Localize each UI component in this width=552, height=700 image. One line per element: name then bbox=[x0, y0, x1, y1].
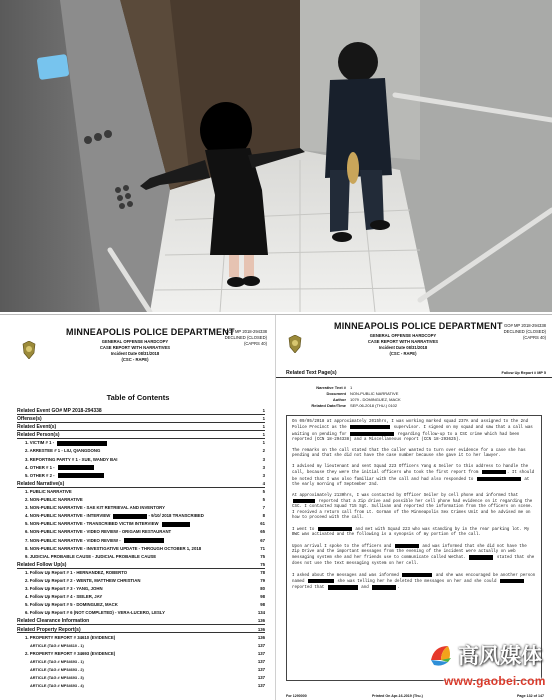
toc-page-number: 137 bbox=[257, 642, 265, 648]
toc-label: 3. Follow Up Report # 3 - YANG, JOHN bbox=[25, 586, 103, 592]
toc-page-number: 3 bbox=[262, 472, 265, 478]
redaction-bar bbox=[328, 585, 358, 589]
toc-page-number: 2 bbox=[262, 448, 265, 454]
header-meta-line: (CAPRS 40) bbox=[243, 341, 267, 346]
redaction-bar bbox=[500, 579, 524, 583]
toc-page-number: 1 bbox=[262, 408, 265, 413]
toc-row bbox=[17, 577, 265, 585]
toc-row bbox=[17, 528, 265, 536]
toc-row bbox=[17, 553, 265, 561]
toc-row bbox=[17, 650, 265, 658]
toc-label: 3. NON-PUBLIC NARRATIVE - SAE KIT RETRIEVAL AND INVENTORY bbox=[25, 505, 165, 511]
header-line: Incident Date 08/31/2018 bbox=[110, 351, 160, 356]
toc-row bbox=[17, 626, 265, 634]
narrative-meta-key: Related Date/Time bbox=[311, 403, 346, 408]
header-meta-line: DECLINED (CLOSED) bbox=[503, 329, 546, 334]
toc-row bbox=[17, 472, 265, 480]
toc-page-number: 4 bbox=[262, 480, 265, 486]
toc-row bbox=[17, 431, 265, 439]
header-line: CASE REPORT WITH NARRATIVES bbox=[367, 339, 439, 344]
toc-row bbox=[17, 520, 265, 528]
toc-row bbox=[17, 682, 265, 690]
toc-title: Table of Contents bbox=[106, 393, 170, 402]
redaction-bar bbox=[350, 425, 390, 429]
toc-row bbox=[17, 593, 265, 601]
toc-row bbox=[17, 585, 265, 593]
toc-row bbox=[17, 415, 265, 423]
toc-page-number: 61 bbox=[260, 521, 265, 527]
toc-row bbox=[17, 447, 265, 455]
header-line: GENERAL OFFENSE HARDCOPY bbox=[369, 333, 437, 338]
toc-page-number: 80 bbox=[260, 586, 265, 592]
narrative-meta-value: 1 bbox=[350, 385, 353, 390]
toc-page-number: 75 bbox=[260, 561, 265, 567]
toc-row bbox=[17, 537, 265, 545]
redaction-bar bbox=[293, 499, 315, 503]
gaobei-logo-icon bbox=[428, 642, 454, 668]
follow-up-label: Follow Up Report # MP 5 bbox=[501, 371, 546, 375]
toc-page-number: 1 bbox=[262, 440, 265, 446]
toc-list bbox=[17, 407, 265, 690]
redaction-bar bbox=[58, 465, 94, 470]
department-title: MINNEAPOLIS POLICE DEPARTMENT bbox=[334, 321, 503, 331]
toc-page-number: 1 bbox=[262, 416, 265, 422]
toc-row bbox=[17, 456, 265, 464]
header-line: CASE REPORT WITH NARRATIVES bbox=[99, 345, 171, 350]
toc-row bbox=[17, 569, 265, 577]
toc-page bbox=[0, 315, 276, 700]
footer-right: Page 132 of 147 bbox=[517, 694, 544, 698]
elevator-cctv-photo bbox=[0, 0, 552, 312]
toc-row bbox=[17, 601, 265, 609]
toc-page-number: 98 bbox=[260, 602, 265, 608]
redaction-bar bbox=[58, 473, 104, 478]
toc-row bbox=[17, 666, 265, 674]
toc-label: 4. NON-PUBLIC NARRATIVE - INTERVIEW - 9/10/ 2018 TRANSCRIBED bbox=[25, 513, 204, 519]
toc-label: 1. VICTIM # 1 - bbox=[25, 439, 107, 447]
toc-row bbox=[17, 504, 265, 512]
toc-label: Related Follow Up(s) bbox=[17, 561, 67, 568]
toc-page-number: 3 bbox=[262, 464, 265, 470]
toc-label: ARTICLE (TAG # MP34693 - 1) bbox=[30, 659, 84, 664]
toc-label: 5. Follow Up Report # 5 - DOMINGUEZ, MACK bbox=[25, 602, 118, 608]
toc-row bbox=[17, 407, 265, 415]
toc-label: 2. NON-PUBLIC NARRATIVE bbox=[25, 497, 83, 503]
header-line: Incident Date 08/31/2018 bbox=[378, 345, 428, 350]
header-meta-line: DECLINED (CLOSED) bbox=[224, 335, 267, 340]
toc-page-number: 137 bbox=[257, 675, 265, 681]
toc-page-number: 98 bbox=[260, 594, 265, 600]
narrative-meta-key: Narrative Text # bbox=[316, 385, 346, 390]
narrative-paragraph: On 09/05/2018 at approximately 2015hrs, I was working marked squad 237A and assigned to the 2nd Police Precinct as the supervisor. I signed on my squad and saw that a call was waiting on pending for regarding follow-up to a CSC crime which had been reported (CCN 18-294338) and a Miscellaneous report (CCN 18-293625). bbox=[292, 420, 533, 443]
narrative-meta-key: Author bbox=[332, 397, 346, 402]
toc-label: 6. Follow Up Report # 6 (NOT COMPLETED) - VERA-LUCERO, LESLY bbox=[25, 610, 165, 616]
toc-row bbox=[17, 658, 265, 666]
toc-label: ARTICLE (TAG # MP34693 - 4) bbox=[30, 684, 84, 689]
header-line: GENERAL OFFENSE HARDCOPY bbox=[101, 339, 169, 344]
toc-page-number: 136 bbox=[257, 618, 265, 624]
toc-page-number: 71 bbox=[260, 545, 265, 551]
redaction-bar bbox=[124, 538, 164, 543]
toc-label: 9. JUDICIAL PROBABLE CAUSE - JUDICIAL PROBABLE CAUSE bbox=[25, 553, 157, 559]
police-badge-icon bbox=[288, 335, 302, 353]
redaction-bar bbox=[469, 555, 493, 559]
toc-label: Related Property Report(s) bbox=[17, 626, 81, 633]
related-text-heading bbox=[276, 369, 552, 378]
elevator-cctv-image bbox=[0, 0, 552, 312]
toc-page-number: 79 bbox=[260, 577, 265, 583]
toc-page-number: 136 bbox=[257, 634, 265, 640]
toc-label: Related Narrative(s) bbox=[17, 480, 65, 487]
toc-page-number: 5 bbox=[262, 488, 265, 494]
toc-label: Related Person(s) bbox=[17, 432, 60, 439]
toc-label: 2. PROPERTY REPORT # 34693 (EVIDENCE) bbox=[25, 650, 116, 656]
toc-page-number: 137 bbox=[257, 667, 265, 672]
redaction-bar bbox=[477, 477, 521, 481]
toc-page-number: 3 bbox=[262, 456, 265, 462]
toc-label: 7. NON-PUBLIC NARRATIVE - VIDEO REVIEW - bbox=[25, 537, 164, 545]
toc-page-number: 7 bbox=[262, 505, 265, 511]
toc-label: 5. OTHER # 2 - bbox=[25, 472, 104, 480]
toc-row bbox=[17, 609, 265, 617]
toc-label: 5. NON-PUBLIC NARRATIVE - TRANSCRIBED VICTIM INTERVIEW bbox=[25, 520, 190, 528]
toc-row bbox=[17, 642, 265, 650]
toc-row bbox=[17, 674, 265, 682]
toc-page-number: 75 bbox=[260, 553, 265, 559]
toc-label: Related Clearance Information bbox=[17, 618, 90, 625]
toc-row bbox=[17, 512, 265, 520]
toc-row bbox=[17, 439, 265, 447]
department-title: MINNEAPOLIS POLICE DEPARTMENT bbox=[66, 327, 235, 337]
toc-label: Offense(s) bbox=[17, 416, 42, 423]
narrative-meta-value: SEP-06-2018 (THU.) 0102 bbox=[350, 403, 398, 408]
toc-page-number: 137 bbox=[257, 683, 265, 689]
redaction-bar bbox=[308, 579, 334, 583]
redaction-bar bbox=[318, 527, 352, 531]
redaction-bar bbox=[482, 470, 506, 474]
toc-label: 4. OTHER # 1 - bbox=[25, 464, 94, 472]
narrative-paragraph: I advised my lieutenant and sent Squad 223 Officers Yang & Seiler to this address to handle the call, because they were the initial officers who took the first report from . It should be noted that I was also familiar with the call and had also responded to at the early morning of September 2nd. bbox=[292, 464, 535, 488]
watermark-title: 高风媒体 bbox=[458, 644, 542, 668]
redaction-bar bbox=[402, 573, 432, 577]
toc-label: 1. PUBLIC NARRATIVE bbox=[25, 488, 72, 494]
toc-row bbox=[17, 480, 265, 488]
toc-label: ARTICLE (TAG # MP34693 - 3) bbox=[30, 676, 84, 681]
toc-row bbox=[17, 423, 265, 431]
redaction-bar bbox=[162, 522, 190, 527]
toc-page-number: 137 bbox=[257, 650, 265, 656]
redaction-bar bbox=[350, 432, 394, 436]
toc-label: 2. ARRESTEE # 1 - LIU, QIANGDONG bbox=[25, 448, 101, 454]
toc-page-number: 5 bbox=[262, 497, 265, 503]
toc-row bbox=[17, 617, 265, 625]
narrative-meta-key: Document bbox=[326, 391, 346, 396]
toc-label: 8. NON-PUBLIC NARRATIVE - INVESTIGATIVE UPDATE - THROUGH OCTOBER 1, 2018 bbox=[25, 545, 202, 551]
toc-row bbox=[17, 634, 265, 642]
toc-page-number: 137 bbox=[257, 658, 265, 664]
narrative-meta bbox=[286, 385, 401, 409]
header-line: (CSC - RAPE) bbox=[389, 351, 417, 356]
redaction-bar bbox=[395, 544, 419, 548]
toc-row bbox=[17, 496, 265, 504]
narrative-meta-value: 1079 - DOMINGUEZ, MACK bbox=[350, 397, 401, 402]
toc-page-number: 1 bbox=[262, 432, 265, 438]
header-meta-line: (CAPRS 40) bbox=[522, 335, 546, 340]
toc-label: 6. NON-PUBLIC NARRATIVE - VIDEO REVIEW - ORIGAMI RESTAURANT bbox=[25, 529, 172, 535]
toc-row bbox=[17, 488, 265, 496]
toc-label: Related Event(s) bbox=[17, 424, 57, 431]
redaction-bar bbox=[57, 441, 107, 446]
narrative-paragraph: The remarks on the call stated that the caller wanted to turn over evidence for a case she has pending and that she did not have the case number because she gave it to her lawyer. bbox=[292, 448, 526, 459]
toc-page-number: 65 bbox=[260, 529, 265, 535]
header-meta-line: GO# MP 2018-294338 bbox=[503, 323, 546, 328]
narrative-meta-value: NON-PUBLIC NARRATIVE bbox=[350, 391, 399, 396]
toc-label: ARTICLE (TAG # MP34610 - 1) bbox=[30, 643, 84, 648]
toc-row bbox=[17, 561, 265, 569]
narrative-meta-row bbox=[286, 403, 401, 409]
footer-center: Printed On Apr-16-2019 (Thu.) bbox=[372, 694, 423, 698]
footer-left: For 1290000 bbox=[286, 694, 307, 698]
header-line: (CSC - RAPE) bbox=[121, 357, 149, 362]
toc-row bbox=[17, 545, 265, 553]
toc-label: 3. REPORTING PARTY # 1 - XUE, WANDY BAI bbox=[25, 456, 118, 462]
toc-label: 2. Follow Up Report # 2 - WENTE, MATTHEW CHRISTIAN bbox=[25, 577, 141, 583]
toc-page-number: 8 bbox=[262, 513, 265, 519]
narrative-paragraph: I asked about the messages and was informed and she was encouraged be another person named she was telling her he deleted the messages on her and she could reported that and . bbox=[292, 573, 536, 591]
toc-label: 4. Follow Up Report # 4 - SEILER, JAY bbox=[25, 594, 103, 600]
toc-label: 1. PROPERTY REPORT # 34610 (EVIDENCE) bbox=[25, 634, 116, 640]
narrative-paragraph: Upon arrival I spoke to the officers and and was informed that she did not have the Zip Drive and the important messages from the evening of the incident were actually on web messaging system she and her friends use to communicate called WeChat. stated that she does not use the text messaging system on her cell. bbox=[292, 544, 535, 566]
toc-page-number: 134 bbox=[257, 610, 265, 616]
redaction-bar bbox=[113, 514, 147, 519]
redaction-bar bbox=[372, 585, 396, 589]
toc-page-number: 1 bbox=[262, 424, 265, 430]
site-watermark bbox=[424, 636, 552, 696]
toc-label: 1. Follow Up Report # 1 - HERNANDEZ, ROBERTO bbox=[25, 569, 128, 575]
watermark-url: www.gaobei.com bbox=[444, 674, 546, 688]
toc-page-number: 78 bbox=[260, 569, 265, 575]
header-meta-line: GO# MP 2018-294338 bbox=[224, 329, 267, 334]
toc-page-number: 67 bbox=[260, 537, 265, 543]
narrative-paragraph: I went to and met with Squad 223 who was standing by in the rear parking lot. My BWC was activated and the following is a synopsis of my portion of the call. bbox=[292, 527, 530, 538]
section-heading: Related Text Page(s) bbox=[286, 370, 337, 376]
toc-label: ARTICLE (TAG # MP34693 - 2) bbox=[30, 668, 84, 672]
toc-row bbox=[17, 464, 265, 472]
narrative-paragraph: At approximately 2130hrs, I was contacted by Officer Seiler by cell phone and informed that reported that a Zip drive and possible her cell phone had evidence on it regarding the CSC. I contacted Squad 715 Sgt. Sullivan and reported the information from the officers on scene. I received a return call from Lt. Gorman of the Minneapolis Sex Crimes Unit and he advised me on how to proceed with the call. bbox=[292, 493, 534, 520]
police-badge-icon bbox=[22, 341, 36, 359]
toc-page-number: 136 bbox=[257, 626, 265, 632]
toc-label: Related Event GO# MP 2018-294338 bbox=[17, 408, 102, 414]
